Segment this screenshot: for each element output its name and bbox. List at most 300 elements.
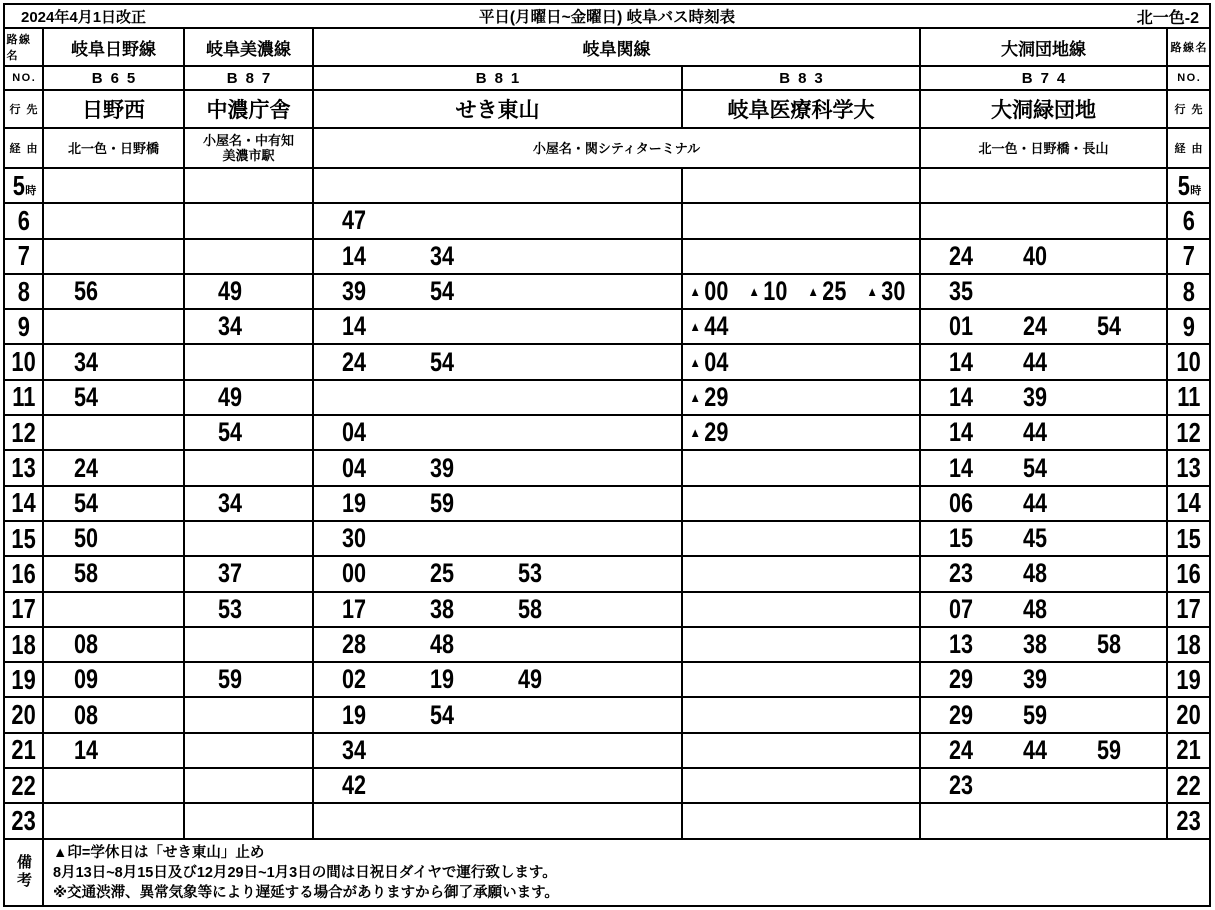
hour-number: 17 xyxy=(1176,593,1201,625)
departure-minute: 39 xyxy=(1023,381,1048,412)
hour-cell-right-10 xyxy=(1168,345,1209,378)
departure-minute: 44 xyxy=(1023,487,1048,518)
departure-minute: 50 xyxy=(74,523,99,554)
hour-number: 6 xyxy=(17,204,30,236)
departure-minute: 28 xyxy=(342,629,367,659)
time-cell-b87-20 xyxy=(185,698,314,731)
route-no-b65: B65 xyxy=(44,67,185,89)
route-gifu-hino-line: 岐阜日野線 xyxy=(44,29,185,65)
route-name-row xyxy=(5,29,1209,67)
hour-row-21 xyxy=(5,734,1209,769)
time-cell-b81-20 xyxy=(314,698,683,731)
hour-cell-left-5 xyxy=(5,169,44,202)
time-cell-b74-5 xyxy=(921,169,1168,202)
time-cell-b83-16 xyxy=(683,557,921,590)
via-line: 小屋名・関シティターミナル xyxy=(532,140,701,156)
time-cell-b74-17 xyxy=(921,593,1168,626)
departure-minute: 19 xyxy=(430,664,455,695)
route-gifu-seki-line: 岐阜関線 xyxy=(314,29,921,65)
time-cell-b87-21 xyxy=(185,734,314,767)
departure-minute: 44 xyxy=(1023,734,1048,765)
time-cell-b87-8 xyxy=(185,275,314,308)
departure-minute: 14 xyxy=(949,346,974,377)
hour-cell-left-6 xyxy=(5,204,44,237)
departure-minute: 54 xyxy=(430,699,455,730)
hour-number: 21 xyxy=(11,734,36,766)
time-cell-b74-18 xyxy=(921,628,1168,661)
hour-number: 22 xyxy=(1176,769,1201,801)
time-cell-b83-13 xyxy=(683,451,921,484)
route-no-b81: B81 xyxy=(314,67,683,89)
hour-suffix: 時 xyxy=(25,185,37,198)
hour-number: 18 xyxy=(11,628,36,660)
time-cell-b87-19 xyxy=(185,663,314,696)
remarks-text xyxy=(44,840,1209,905)
dest-daido-midori-danchi: 大洞緑団地 xyxy=(921,91,1168,127)
departure-minute: 48 xyxy=(1023,593,1048,624)
time-cell-b65-18 xyxy=(44,628,185,661)
remarks-label xyxy=(5,840,44,905)
time-cell-b87-15 xyxy=(185,522,314,555)
hour-cell-right-15 xyxy=(1168,522,1209,555)
hour-number: 10 xyxy=(1176,346,1201,378)
hour-cell-left-19 xyxy=(5,663,44,696)
time-cell-b81-22 xyxy=(314,769,683,802)
remarks-row xyxy=(5,840,1209,905)
hour-cell-right-23 xyxy=(1168,804,1209,837)
time-cell-b81-15 xyxy=(314,522,683,555)
hour-number: 13 xyxy=(1176,452,1201,484)
time-cell-b83-12 xyxy=(683,416,921,449)
time-cell-b83-9 xyxy=(683,310,921,343)
time-cell-b74-21 xyxy=(921,734,1168,767)
hour-number: 21 xyxy=(1176,734,1201,766)
hour-row-15 xyxy=(5,522,1209,557)
via-line: 北一色・日野橋・長山 xyxy=(978,140,1109,156)
via-kitaisshiki-hinobashi xyxy=(44,129,185,167)
departure-minute: 07 xyxy=(949,593,974,624)
time-cell-b74-22 xyxy=(921,769,1168,802)
no-label-right: NO. xyxy=(1177,72,1202,84)
via-line: 小屋名・中有知 xyxy=(202,133,294,148)
departure-minute: 48 xyxy=(1023,558,1048,589)
school-holiday-mark-icon: ▲ xyxy=(689,389,701,405)
dest-hinonishi: 日野西 xyxy=(44,91,185,127)
departure-minute: 29 xyxy=(949,664,974,695)
hour-cell-left-10 xyxy=(5,345,44,378)
hour-cell-right-18 xyxy=(1168,628,1209,661)
time-cell-b74-7 xyxy=(921,240,1168,273)
hour-row-23 xyxy=(5,804,1209,839)
time-cell-b83-18 xyxy=(683,628,921,661)
time-cell-b87-18 xyxy=(185,628,314,661)
hour-cell-left-14 xyxy=(5,487,44,520)
dest-seki-higashiyama: せき東山 xyxy=(314,91,683,127)
departure-minute: 34 xyxy=(218,487,243,518)
hour-number: 14 xyxy=(1176,487,1201,519)
departure-minute: 53 xyxy=(518,558,543,589)
departure-minute: 53 xyxy=(218,593,243,624)
dest-chuno-chosha: 中濃庁舎 xyxy=(185,91,314,127)
departure-minute: 14 xyxy=(949,417,974,448)
hour-number: 13 xyxy=(11,452,36,484)
time-cell-b81-10 xyxy=(314,345,683,378)
hour-number: 10 xyxy=(11,346,36,378)
time-cell-b87-17 xyxy=(185,593,314,626)
departure-minute: 37 xyxy=(218,558,243,589)
hour-cell-left-9 xyxy=(5,310,44,343)
time-cell-b83-21 xyxy=(683,734,921,767)
time-cell-b65-6 xyxy=(44,204,185,237)
hour-cell-right-19 xyxy=(1168,663,1209,696)
school-holiday-mark-icon: ▲ xyxy=(866,284,878,300)
departure-minute: 34 xyxy=(218,311,243,342)
departure-minute: 14 xyxy=(342,240,367,271)
hour-row-20 xyxy=(5,698,1209,733)
time-cell-b65-9 xyxy=(44,310,185,343)
time-cell-b87-12 xyxy=(185,416,314,449)
hour-number: 14 xyxy=(11,487,36,519)
time-cell-b65-14 xyxy=(44,487,185,520)
departure-minute: 17 xyxy=(342,593,367,624)
departure-minute: 59 xyxy=(218,664,243,695)
departure-minute: 49 xyxy=(218,276,243,307)
hour-number: 16 xyxy=(1176,557,1201,589)
departure-minute: 40 xyxy=(1023,240,1048,271)
departure-minute: 23 xyxy=(949,558,974,589)
hour-row-10 xyxy=(5,345,1209,380)
hour-number: 12 xyxy=(1176,416,1201,448)
time-cell-b81-12 xyxy=(314,416,683,449)
time-cell-b65-21 xyxy=(44,734,185,767)
departure-minute: ▲ 04 xyxy=(689,346,729,377)
departure-minute: 14 xyxy=(342,311,367,342)
no-label-left: NO. xyxy=(5,67,44,89)
hour-number: 8 xyxy=(1182,275,1195,307)
hour-suffix: 時 xyxy=(1190,185,1202,198)
time-cell-b83-15 xyxy=(683,522,921,555)
departure-minute: ▲ 25 xyxy=(807,276,847,307)
via-line: 北一色・日野橋 xyxy=(67,140,159,156)
time-cell-b81-16 xyxy=(314,557,683,590)
hour-number: 19 xyxy=(1176,663,1201,695)
via-row xyxy=(5,129,1209,169)
departure-minute: 29 xyxy=(949,699,974,730)
departure-minute: 13 xyxy=(949,629,974,659)
time-cell-b74-11 xyxy=(921,381,1168,414)
hour-number: 7 xyxy=(17,240,30,272)
route-no-b83: B83 xyxy=(683,67,921,89)
hour-number: 11 xyxy=(1176,381,1201,413)
hour-cell-right-17 xyxy=(1168,593,1209,626)
departure-minute: 08 xyxy=(74,699,99,730)
hour-cell-right-14 xyxy=(1168,487,1209,520)
time-cell-b83-14 xyxy=(683,487,921,520)
hour-number: 9 xyxy=(1182,310,1195,342)
time-cell-b83-23 xyxy=(683,804,921,837)
route-gifu-mino-line: 岐阜美濃線 xyxy=(185,29,314,65)
time-cell-b81-19 xyxy=(314,663,683,696)
departure-minute: 54 xyxy=(218,417,243,448)
time-cell-b74-20 xyxy=(921,698,1168,731)
departure-minute: 42 xyxy=(342,770,367,801)
departure-minute: 30 xyxy=(342,523,367,554)
hour-cell-left-12 xyxy=(5,416,44,449)
time-cell-b81-7 xyxy=(314,240,683,273)
departure-minute: 24 xyxy=(74,452,99,483)
time-cell-b83-8 xyxy=(683,275,921,308)
hour-row-7 xyxy=(5,240,1209,275)
hour-row-16 xyxy=(5,557,1209,592)
hour-number: 11 xyxy=(11,381,36,413)
hour-row-8 xyxy=(5,275,1209,310)
hour-cell-left-18 xyxy=(5,628,44,661)
time-cell-b74-23 xyxy=(921,804,1168,837)
hour-cell-right-20 xyxy=(1168,698,1209,731)
dest-label-right: 行 先 xyxy=(1174,104,1205,116)
time-cell-b87-11 xyxy=(185,381,314,414)
hour-row-17 xyxy=(5,593,1209,628)
time-cell-b81-11 xyxy=(314,381,683,414)
departure-minute: 14 xyxy=(949,381,974,412)
school-holiday-mark-icon: ▲ xyxy=(689,354,701,370)
time-cell-b65-20 xyxy=(44,698,185,731)
time-cell-b65-7 xyxy=(44,240,185,273)
time-cell-b74-15 xyxy=(921,522,1168,555)
title-row xyxy=(5,5,1209,29)
time-cell-b74-14 xyxy=(921,487,1168,520)
hour-cell-left-13 xyxy=(5,451,44,484)
time-cell-b83-20 xyxy=(683,698,921,731)
route-daido-danchi-line: 大洞団地線 xyxy=(921,29,1168,65)
departure-minute: 59 xyxy=(1097,734,1122,765)
departure-minute: 01 xyxy=(949,311,974,342)
time-cell-b65-5 xyxy=(44,169,185,202)
departure-minute: 44 xyxy=(1023,417,1048,448)
hour-cell-right-22 xyxy=(1168,769,1209,802)
time-cell-b74-8 xyxy=(921,275,1168,308)
hour-number: 19 xyxy=(11,663,36,695)
hour-number: 20 xyxy=(11,699,36,731)
remarks-line-2: 8月13日~8月15日及び12月29日~1月3日の間は日祝日ダイヤで運行致します。 xyxy=(53,864,557,881)
time-cell-b74-12 xyxy=(921,416,1168,449)
hour-cell-left-17 xyxy=(5,593,44,626)
hour-cell-left-15 xyxy=(5,522,44,555)
bus-timetable xyxy=(3,3,1211,907)
hour-cell-left-20 xyxy=(5,698,44,731)
hour-number: 22 xyxy=(11,769,36,801)
page-title: 平日(月曜日~金曜日) 岐阜バス時刻表 xyxy=(478,9,736,26)
departure-minute: 54 xyxy=(1097,311,1122,342)
hour-row-12 xyxy=(5,416,1209,451)
dest-label-left: 行 先 xyxy=(5,91,44,127)
departure-minute: 09 xyxy=(74,664,99,695)
remarks-label-text: 備考 xyxy=(15,854,32,891)
hour-row-9 xyxy=(5,310,1209,345)
time-cell-b81-18 xyxy=(314,628,683,661)
dest-gifu-iryo-kagakudai: 岐阜医療科学大 xyxy=(683,91,921,127)
hour-cell-right-21 xyxy=(1168,734,1209,767)
departure-minute: 38 xyxy=(430,593,455,624)
via-oyana-nakaarachi xyxy=(185,129,314,167)
time-cell-b87-13 xyxy=(185,451,314,484)
time-cell-b87-23 xyxy=(185,804,314,837)
departure-minute: 56 xyxy=(74,276,99,307)
revision-date: 2024年4月1日改正 xyxy=(21,8,147,26)
hour-number: 18 xyxy=(1176,628,1201,660)
remarks-line-1: ▲印=学休日は「せき東山」止め xyxy=(53,844,265,861)
departure-minute: 24 xyxy=(949,240,974,271)
hour-number: 12 xyxy=(11,416,36,448)
time-cell-b65-23 xyxy=(44,804,185,837)
hour-cell-right-7 xyxy=(1168,240,1209,273)
school-holiday-mark-icon: ▲ xyxy=(689,425,701,441)
time-cell-b81-21 xyxy=(314,734,683,767)
hour-row-22 xyxy=(5,769,1209,804)
departure-minute: ▲ 44 xyxy=(689,311,729,342)
time-cell-b65-17 xyxy=(44,593,185,626)
time-cell-b74-19 xyxy=(921,663,1168,696)
time-cell-b87-7 xyxy=(185,240,314,273)
time-cell-b83-5 xyxy=(683,169,921,202)
departure-minute: ▲ 29 xyxy=(689,417,729,448)
route-name-label-left: 路線名 xyxy=(5,29,44,65)
hour-cell-right-5 xyxy=(1168,169,1209,202)
time-cell-b83-22 xyxy=(683,769,921,802)
hour-cell-right-11 xyxy=(1168,381,1209,414)
hour-row-19 xyxy=(5,663,1209,698)
hour-number: 5 xyxy=(12,169,25,201)
hour-cell-left-23 xyxy=(5,804,44,837)
departure-minute: 24 xyxy=(342,346,367,377)
departure-minute: 44 xyxy=(1023,346,1048,377)
hour-cell-right-13 xyxy=(1168,451,1209,484)
hour-cell-left-8 xyxy=(5,275,44,308)
departure-minute: 23 xyxy=(949,770,974,801)
departure-minute: ▲ 29 xyxy=(689,381,729,412)
departure-minute: 24 xyxy=(949,734,974,765)
departure-minute: 15 xyxy=(949,523,974,554)
via-kitaisshiki-hinobashi-nagayama xyxy=(921,129,1168,167)
hour-row-18 xyxy=(5,628,1209,663)
time-cell-b65-13 xyxy=(44,451,185,484)
time-cell-b81-9 xyxy=(314,310,683,343)
departure-minute: 54 xyxy=(430,346,455,377)
hour-number: 15 xyxy=(1176,522,1201,554)
time-cell-b65-12 xyxy=(44,416,185,449)
time-cell-b83-10 xyxy=(683,345,921,378)
time-cell-b65-22 xyxy=(44,769,185,802)
departure-minute: ▲ 10 xyxy=(748,276,788,307)
time-cell-b65-10 xyxy=(44,345,185,378)
via-line: 美濃市駅 xyxy=(222,148,275,163)
route-number-row xyxy=(5,67,1209,91)
route-name-label-right: 路線名 xyxy=(1170,42,1208,54)
departure-minute: 54 xyxy=(74,381,99,412)
departure-minute: 49 xyxy=(218,381,243,412)
hour-number: 20 xyxy=(1176,699,1201,731)
departure-minute: 59 xyxy=(430,487,455,518)
destination-row xyxy=(5,91,1209,129)
departure-minute: 06 xyxy=(949,487,974,518)
time-cell-b81-5 xyxy=(314,169,683,202)
hour-number: 15 xyxy=(11,522,36,554)
via-label-left: 経 由 xyxy=(5,129,44,167)
departure-minute: 04 xyxy=(342,452,367,483)
hour-number: 8 xyxy=(17,275,30,307)
school-holiday-mark-icon: ▲ xyxy=(689,284,701,300)
departure-minute: 49 xyxy=(518,664,543,695)
time-cell-b81-8 xyxy=(314,275,683,308)
departure-minute: 39 xyxy=(342,276,367,307)
time-cell-b81-6 xyxy=(314,204,683,237)
departure-minute: 54 xyxy=(74,487,99,518)
time-cell-b87-14 xyxy=(185,487,314,520)
hour-cell-right-12 xyxy=(1168,416,1209,449)
departure-minute: 19 xyxy=(342,699,367,730)
time-cell-b65-15 xyxy=(44,522,185,555)
departure-minute: 39 xyxy=(430,452,455,483)
remarks-line-3: ※交通渋滞、異常気象等により遅延する場合がありますから御了承願います。 xyxy=(53,884,559,901)
hour-cell-left-16 xyxy=(5,557,44,590)
hour-cell-right-16 xyxy=(1168,557,1209,590)
departure-minute: 04 xyxy=(342,417,367,448)
departure-minute: 38 xyxy=(1023,629,1048,659)
hour-row-14 xyxy=(5,487,1209,522)
departure-minute: 54 xyxy=(1023,452,1048,483)
hour-cell-left-7 xyxy=(5,240,44,273)
hour-row-11 xyxy=(5,381,1209,416)
departure-minute: ▲ 00 xyxy=(689,276,729,307)
time-cell-b87-10 xyxy=(185,345,314,378)
hour-row-5 xyxy=(5,169,1209,204)
departure-minute: 54 xyxy=(430,276,455,307)
time-cell-b74-6 xyxy=(921,204,1168,237)
hour-row-6 xyxy=(5,204,1209,239)
hour-row-13 xyxy=(5,451,1209,486)
departure-minute: 47 xyxy=(342,205,367,236)
school-holiday-mark-icon: ▲ xyxy=(748,284,760,300)
via-oyana-seki-city-terminal xyxy=(314,129,921,167)
departure-minute: 58 xyxy=(518,593,543,624)
departure-minute: 34 xyxy=(74,346,99,377)
time-cell-b83-19 xyxy=(683,663,921,696)
via-label-right: 経 由 xyxy=(1174,143,1205,155)
hour-number: 23 xyxy=(1176,804,1201,836)
time-cell-b83-6 xyxy=(683,204,921,237)
departure-minute: 25 xyxy=(430,558,455,589)
hour-number: 16 xyxy=(11,557,36,589)
time-cell-b81-23 xyxy=(314,804,683,837)
time-cell-b65-16 xyxy=(44,557,185,590)
hour-cell-left-11 xyxy=(5,381,44,414)
time-cell-b81-17 xyxy=(314,593,683,626)
time-cell-b74-10 xyxy=(921,345,1168,378)
departure-minute: 58 xyxy=(1097,629,1122,659)
departure-minute: 48 xyxy=(430,629,455,659)
route-no-b87: B87 xyxy=(185,67,314,89)
hour-number: 7 xyxy=(1182,240,1195,272)
departure-minute: 14 xyxy=(74,734,99,765)
route-no-b74: B74 xyxy=(921,67,1168,89)
time-cell-b83-7 xyxy=(683,240,921,273)
departure-minute: 45 xyxy=(1023,523,1048,554)
time-cell-b65-11 xyxy=(44,381,185,414)
departure-minute: 08 xyxy=(74,629,99,659)
page-code: 北一色-2 xyxy=(1136,9,1199,27)
departure-minute: 24 xyxy=(1023,311,1048,342)
hour-cell-left-21 xyxy=(5,734,44,767)
